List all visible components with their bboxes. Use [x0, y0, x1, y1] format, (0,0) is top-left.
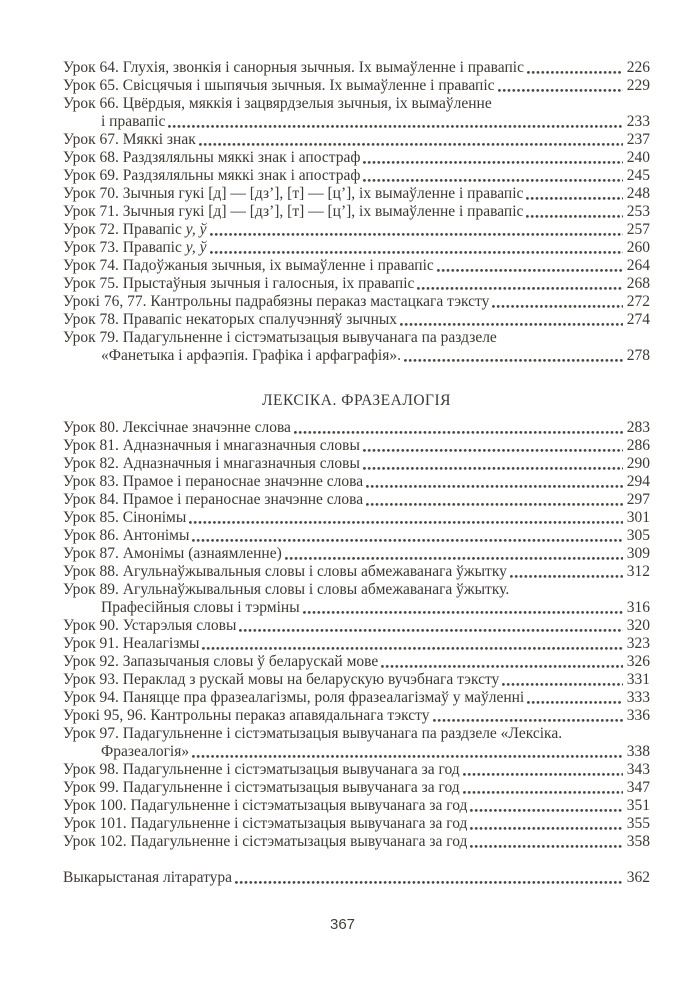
toc-entry-title: Урок 69. Раздзяляльны мяккі знак і апостраф — [63, 167, 361, 184]
toc-entry-page-number: 226 — [626, 59, 650, 76]
toc-entry-title: Урок 97. Падагульненне і сістэматызацыя вывучанага па раздзеле «Лексіка. — [63, 725, 563, 742]
toc-entry-page-number: 272 — [626, 293, 650, 310]
dot-leader — [366, 473, 623, 491]
dot-leader — [192, 743, 623, 761]
toc-entry-page-number: 336 — [626, 707, 650, 724]
dot-leader — [363, 437, 623, 455]
dot-leader — [192, 527, 622, 545]
table-of-contents — [63, 59, 650, 887]
toc-entry-line — [63, 347, 650, 365]
dot-leader — [239, 617, 622, 635]
toc-entry-page-number: 257 — [626, 221, 650, 238]
toc-entry-page-number: 351 — [626, 797, 650, 814]
toc-entry-line — [63, 167, 650, 185]
toc-entry-line — [63, 527, 650, 545]
dot-leader — [510, 563, 623, 581]
toc-entry-line — [63, 419, 650, 437]
toc-entry-title: Урок 67. Мяккі знак — [63, 131, 196, 148]
toc-entry-title: Урок 82. Адназначныя і мнагазначныя словы — [63, 455, 360, 472]
dot-leader — [470, 833, 622, 851]
dot-leader — [437, 257, 623, 275]
toc-entry-page-number: 290 — [626, 455, 650, 472]
dot-leader — [210, 239, 623, 257]
toc-entry-title: Урок 65. Свісцячыя і шыпячыя зычныя. Іх вымаўленне і правапіс — [63, 77, 495, 94]
dot-leader — [235, 869, 623, 887]
toc-entry-title: Урок 66. Цвёрдыя, мяккія і зацвярдзелыя зычныя, іх вымаўленне — [63, 95, 492, 112]
toc-entry-page-number: 338 — [626, 743, 650, 760]
dot-leader — [168, 113, 622, 131]
toc-entry-page-number: 355 — [626, 815, 650, 832]
toc-entry-line — [63, 743, 650, 761]
toc-entry-line — [63, 761, 650, 779]
toc-entry-line — [63, 329, 650, 347]
dot-leader — [210, 221, 623, 239]
dot-leader — [189, 509, 622, 527]
toc-entry-title: Урок 100. Падагульненне і сістэматызацыя вывучанага за год — [63, 797, 468, 814]
toc-entry-page-number: 362 — [626, 869, 650, 886]
toc-entry-page-number: 233 — [626, 113, 650, 130]
toc-section — [63, 869, 650, 887]
toc-entry-line — [63, 797, 650, 815]
toc-entry-title: Урок 78. Правапіс некаторых спалучэнняў зычных — [63, 311, 398, 328]
toc-entry-line — [63, 671, 650, 689]
toc-entry-title: Урок 83. Прамое і пераноснае значэнне слова — [63, 473, 364, 490]
toc-entry-line — [63, 185, 650, 203]
toc-entry-line — [63, 833, 650, 851]
toc-entry-line — [63, 131, 650, 149]
toc-entry-title: Урок 64. Глухія, звонкія і санорныя зычныя. Іх вымаўленне і правапіс — [63, 59, 524, 76]
dot-leader — [417, 275, 622, 293]
toc-entry-page-number: 347 — [626, 779, 650, 796]
toc-entry-page-number: 240 — [626, 149, 650, 166]
toc-entry-title: Урокі 95, 96. Кантрольны пераказ апавядальнага тэксту — [63, 707, 430, 724]
toc-entry-page-number: 297 — [626, 491, 650, 508]
toc-entry-page-number: 229 — [626, 77, 650, 94]
toc-entry-title: Урок 80. Лексічнае значэнне слова — [63, 419, 291, 436]
toc-entry-line — [63, 563, 650, 581]
toc-entry-title: Урок 93. Пераклад з рускай мовы на беларускую вучэбнага тэксту — [63, 671, 500, 688]
toc-entry-page-number: 248 — [626, 185, 650, 202]
toc-entry-page-number: 260 — [626, 239, 650, 256]
toc-entry-title: Урок 74. Падоўжаныя зычныя, іх вымаўленне і правапіс — [63, 257, 434, 274]
toc-entry-title: «Фанетыка і арфаэпія. Графіка і арфаграфія». — [101, 347, 401, 364]
dot-leader — [199, 131, 623, 149]
toc-entry-line — [63, 869, 650, 887]
toc-entry-page-number: 326 — [626, 653, 650, 670]
toc-entry-page-number: 305 — [626, 527, 650, 544]
toc-entry-page-number: 301 — [626, 509, 650, 526]
toc-entry-title: Урок 75. Прыстаўныя зычныя і галосныя, іх правапіс — [63, 275, 415, 292]
toc-entry-line — [63, 599, 650, 617]
toc-entry-page-number: 333 — [626, 689, 650, 706]
toc-entry-title: Урок 94. Паняцце пра фразеалагізмы, роля фразеалагізмаў у маўленні — [63, 689, 525, 706]
toc-entry-page-number: 268 — [626, 275, 650, 292]
toc-entry-page-number: 245 — [626, 167, 650, 184]
toc-entry-title: Урок 86. Антонімы — [63, 527, 190, 544]
toc-entry-title: Фразеалогія» — [101, 743, 190, 760]
toc-entry-title: Урок 72. Правапіс у, ў — [63, 221, 207, 238]
toc-entry-line — [63, 95, 650, 113]
toc-entry-page-number: 264 — [626, 257, 650, 274]
toc-entry-line — [63, 257, 650, 275]
toc-entry-line — [63, 59, 650, 77]
toc-entry-page-number: 278 — [626, 347, 650, 364]
toc-entry-title: Урок 81. Адназначныя і мнагазначныя словы — [63, 437, 360, 454]
toc-entry-title: Урок 84. Прамое і пераноснае значэнне слова — [63, 491, 364, 508]
dot-leader — [470, 815, 622, 833]
toc-entry-line — [63, 491, 650, 509]
toc-entry-line — [63, 203, 650, 221]
dot-leader — [285, 545, 623, 563]
toc-entry-line — [63, 455, 650, 473]
toc-entry-title: Урокі 76, 77. Кантрольны падрабязны пераказ мастацкага тэксту — [63, 293, 490, 310]
toc-entry-title: Урок 71. Зычныя гукі [д] — [дз’], [т] — [ц’], іх вымаўленне і правапіс — [63, 203, 524, 220]
toc-entry-page-number: 323 — [626, 635, 650, 652]
toc-entry-line — [63, 653, 650, 671]
toc-entry-line — [63, 473, 650, 491]
dot-leader — [294, 419, 623, 437]
dot-leader — [400, 311, 623, 329]
toc-entry-title: Урок 102. Падагульненне і сістэматызацыя вывучанага за год — [63, 833, 468, 850]
dot-leader — [492, 293, 622, 311]
dot-leader — [527, 689, 623, 707]
toc-entry-title: Урок 73. Правапіс у, ў — [63, 239, 207, 256]
toc-entry-page-number: 316 — [626, 599, 650, 616]
toc-entry-line — [63, 617, 650, 635]
dot-leader — [381, 653, 622, 671]
dot-leader — [526, 203, 622, 221]
toc-entry-page-number: 343 — [626, 761, 650, 778]
toc-entry-line — [63, 815, 650, 833]
toc-entry-title: Урок 92. Запазычаныя словы ў беларускай мове — [63, 653, 379, 670]
toc-entry-title: Урок 99. Падагульненне і сістэматызацыя вывучанага за год — [63, 779, 460, 796]
toc-entry-line — [63, 635, 650, 653]
toc-entry-line — [63, 221, 650, 239]
toc-entry-title: Урок 98. Падагульненне і сістэматызацыя вывучанага за год — [63, 761, 460, 778]
toc-section — [63, 59, 650, 365]
dot-leader — [303, 599, 623, 617]
toc-entry-page-number: 331 — [626, 671, 650, 688]
toc-entry-page-number: 309 — [626, 545, 650, 562]
toc-entry-line — [63, 437, 650, 455]
toc-entry-line — [63, 113, 650, 131]
toc-entry-title: Урок 101. Падагульненне і сістэматызацыя вывучанага за год — [63, 815, 468, 832]
toc-entry-title: Урок 91. Неалагізмы — [63, 635, 200, 652]
toc-entry-line — [63, 149, 650, 167]
toc-entry-line — [63, 725, 650, 743]
toc-entry-page-number: 283 — [626, 419, 650, 436]
toc-entry-page-number: 274 — [626, 311, 650, 328]
toc-entry-line — [63, 545, 650, 563]
toc-entry-page-number: 286 — [626, 437, 650, 454]
dot-leader — [202, 635, 622, 653]
dot-leader — [463, 779, 623, 797]
toc-entry-page-number: 294 — [626, 473, 650, 490]
toc-entry-title: Урок 70. Зычныя гукі [д] — [дз’], [т] — [ц’], іх вымаўленне і правапіс — [63, 185, 524, 202]
toc-entry-page-number: 312 — [626, 563, 650, 580]
book-page-number: 367 — [329, 916, 356, 933]
toc-entry-line — [63, 779, 650, 797]
toc-entry-title: Урок 85. Сінонімы — [63, 509, 187, 526]
dot-leader — [502, 671, 622, 689]
toc-entry-title: Урок 89. Агульнаўжывальныя словы і словы абмежаванага ўжытку. — [63, 581, 510, 598]
toc-entry-title: Урок 79. Падагульненне і сістэматызацыя вывучанага па раздзеле — [63, 329, 497, 346]
toc-entry-title: і правапіс — [101, 113, 166, 130]
toc-entry-page-number: 253 — [626, 203, 650, 220]
dot-leader — [498, 77, 623, 95]
toc-entry-title: Урок 87. Амонімы (азнаямленне) — [63, 545, 282, 562]
toc-entry-line — [63, 293, 650, 311]
dot-leader — [404, 347, 623, 365]
toc-entry-line — [63, 581, 650, 599]
toc-entry-line — [63, 275, 650, 293]
dot-leader — [363, 167, 622, 185]
toc-entry-line — [63, 311, 650, 329]
toc-entry-title: Урок 90. Устарэлыя словы — [63, 617, 237, 634]
dot-leader — [433, 707, 623, 725]
toc-section — [63, 392, 650, 851]
toc-entry-line — [63, 77, 650, 95]
dot-leader — [366, 491, 623, 509]
section-heading: ЛЕКСІКА. ФРАЗЕАЛОГІЯ — [262, 392, 451, 409]
toc-entry-title: Прафесійныя словы і тэрміны — [101, 599, 300, 616]
dot-leader — [470, 797, 622, 815]
toc-entry-page-number: 358 — [626, 833, 650, 850]
toc-entry-line — [63, 509, 650, 527]
toc-entry-title: Урок 68. Раздзяляльны мяккі знак і апостраф — [63, 149, 361, 166]
dot-leader — [526, 185, 622, 203]
dot-leader — [363, 149, 622, 167]
toc-entry-line — [63, 707, 650, 725]
toc-entry-line — [63, 689, 650, 707]
toc-entry-line — [63, 239, 650, 257]
dot-leader — [527, 59, 623, 77]
toc-entry-page-number: 237 — [626, 131, 650, 148]
toc-entry-page-number: 320 — [626, 617, 650, 634]
dot-leader — [463, 761, 623, 779]
toc-entry-title: Урок 88. Агульнаўжывальныя словы і словы абмежаванага ўжытку — [63, 563, 507, 580]
toc-entry-title: Выкарыстаная літаратура — [63, 869, 233, 886]
dot-leader — [363, 455, 623, 473]
